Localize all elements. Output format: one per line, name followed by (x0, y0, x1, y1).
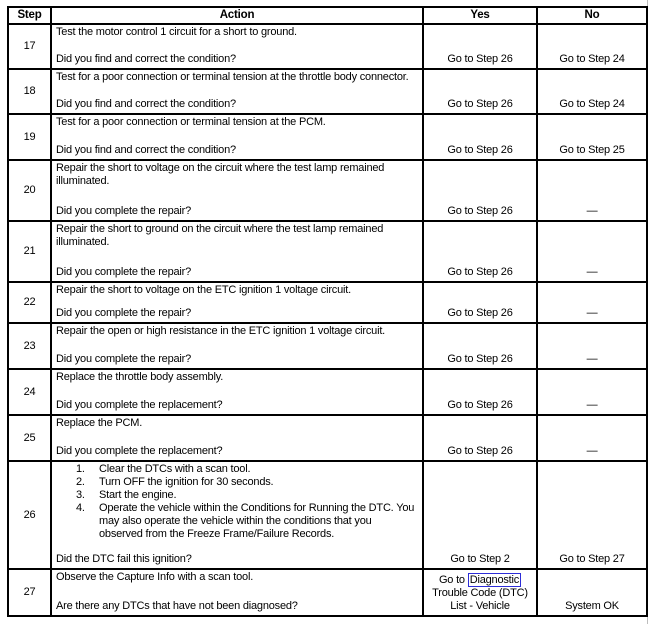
action-cell (51, 69, 423, 114)
question-text: Did you complete the repair? (56, 353, 192, 365)
yes-cell: Go to Diagnostic Trouble Code (DTC) List - Vehicle (423, 569, 537, 616)
action-text: Repair the short to voltage on the ETC ignition 1 voltage circuit. (56, 284, 351, 296)
action-cell (51, 160, 423, 221)
action-cell (51, 369, 423, 415)
table-row (8, 221, 647, 282)
yes-cell: Go to Step 26 (423, 24, 537, 69)
table-row (8, 461, 647, 569)
step-cell: 26 (8, 461, 51, 569)
action-cell (51, 415, 423, 461)
table-row (8, 569, 647, 616)
action-text: Replace the throttle body assembly. (56, 371, 224, 383)
action-cell (51, 282, 423, 323)
yes-cell: Go to Step 26 (423, 282, 537, 323)
question-text: Did you complete the replacement? (56, 445, 223, 457)
step-cell: 21 (8, 221, 51, 282)
list-item (56, 463, 418, 476)
header-step: Step (8, 7, 51, 24)
action-text: Repair the short to ground on the circuit where the test lamp remained illuminated. (56, 223, 384, 248)
step-cell: 17 (8, 24, 51, 69)
question-text: Did you find and correct the condition? (56, 98, 236, 110)
table-row (8, 369, 647, 415)
list-item-text: Turn OFF the ignition for 30 seconds. (99, 476, 274, 488)
list-item (56, 502, 418, 541)
table-header-row (8, 7, 647, 24)
action-text: Test for a poor connection or terminal tension at the PCM. (56, 116, 326, 128)
step-cell: 27 (8, 569, 51, 616)
step-cell: 19 (8, 114, 51, 160)
question-text: Did you complete the replacement? (56, 399, 223, 411)
header-no: No (537, 7, 647, 24)
action-text: Observe the Capture Info with a scan tool. (56, 571, 254, 583)
step-cell: 24 (8, 369, 51, 415)
list-item-number: 2. (76, 476, 85, 488)
no-cell: — (537, 369, 647, 415)
yes-cell: Go to Step 2 (423, 461, 537, 569)
no-cell: System OK (537, 569, 647, 616)
question-text: Did you find and correct the condition? (56, 144, 236, 156)
yes-cell: Go to Step 26 (423, 221, 537, 282)
list-item (56, 476, 418, 489)
list-item-text: Operate the vehicle within the Conditions for Running the DTC. You may also operate the vehicle within the conditions that you observed from the Freeze Frame/Failure Records. (99, 502, 415, 540)
step-cell: 18 (8, 69, 51, 114)
action-numbered-list (56, 463, 418, 541)
header-action: Action (51, 7, 423, 24)
table-row (8, 160, 647, 221)
dtc-list-link[interactable]: Diagnostic (469, 574, 520, 586)
no-cell: — (537, 415, 647, 461)
step-cell: 25 (8, 415, 51, 461)
question-text: Did you complete the repair? (56, 205, 192, 217)
no-cell: Go to Step 25 (537, 114, 647, 160)
yes-cell: Go to Step 26 (423, 369, 537, 415)
step-cell: 23 (8, 323, 51, 369)
step-cell: 20 (8, 160, 51, 221)
table-row (8, 415, 647, 461)
action-text: Replace the PCM. (56, 417, 143, 429)
list-item (56, 489, 418, 502)
action-cell (51, 114, 423, 160)
question-text: Did you find and correct the condition? (56, 53, 236, 65)
yes-cell: Go to Step 26 (423, 323, 537, 369)
no-cell: — (537, 160, 647, 221)
action-text: Test the motor control 1 circuit for a short to ground. (56, 26, 297, 38)
table-row (8, 69, 647, 114)
step-cell: 22 (8, 282, 51, 323)
no-cell: — (537, 221, 647, 282)
question-text: Did you complete the repair? (56, 266, 192, 278)
list-item-number: 1. (76, 463, 85, 475)
action-cell (51, 461, 423, 569)
yes-cell: Go to Step 26 (423, 114, 537, 160)
question-text: Are there any DTCs that have not been diagnosed? (56, 600, 298, 612)
table-row (8, 114, 647, 160)
no-cell: Go to Step 24 (537, 24, 647, 69)
header-yes: Yes (423, 7, 537, 24)
table-row (8, 323, 647, 369)
table-row (8, 282, 647, 323)
action-text: Repair the open or high resistance in the ETC ignition 1 voltage circuit. (56, 325, 386, 337)
action-cell (51, 569, 423, 616)
no-cell: — (537, 323, 647, 369)
table-row (8, 24, 647, 69)
diagnostic-table (7, 6, 648, 617)
no-cell: Go to Step 27 (537, 461, 647, 569)
action-text: Repair the short to voltage on the circuit where the test lamp remained illuminated. (56, 162, 385, 187)
yes-cell: Go to Step 26 (423, 69, 537, 114)
action-cell (51, 323, 423, 369)
yes-cell: Go to Step 26 (423, 160, 537, 221)
list-item-text: Start the engine. (99, 489, 177, 501)
action-cell (51, 24, 423, 69)
list-item-number: 3. (76, 489, 85, 501)
question-text: Did the DTC fail this ignition? (56, 553, 192, 565)
action-cell (51, 221, 423, 282)
list-item-text: Clear the DTCs with a scan tool. (99, 463, 251, 475)
list-item-number: 4. (76, 502, 85, 514)
action-text: Test for a poor connection or terminal tension at the throttle body connector. (56, 71, 409, 83)
no-cell: Go to Step 24 (537, 69, 647, 114)
question-text: Did you complete the repair? (56, 307, 192, 319)
diagnostic-table-body (8, 24, 647, 616)
yes-cell: Go to Step 26 (423, 415, 537, 461)
no-cell: — (537, 282, 647, 323)
